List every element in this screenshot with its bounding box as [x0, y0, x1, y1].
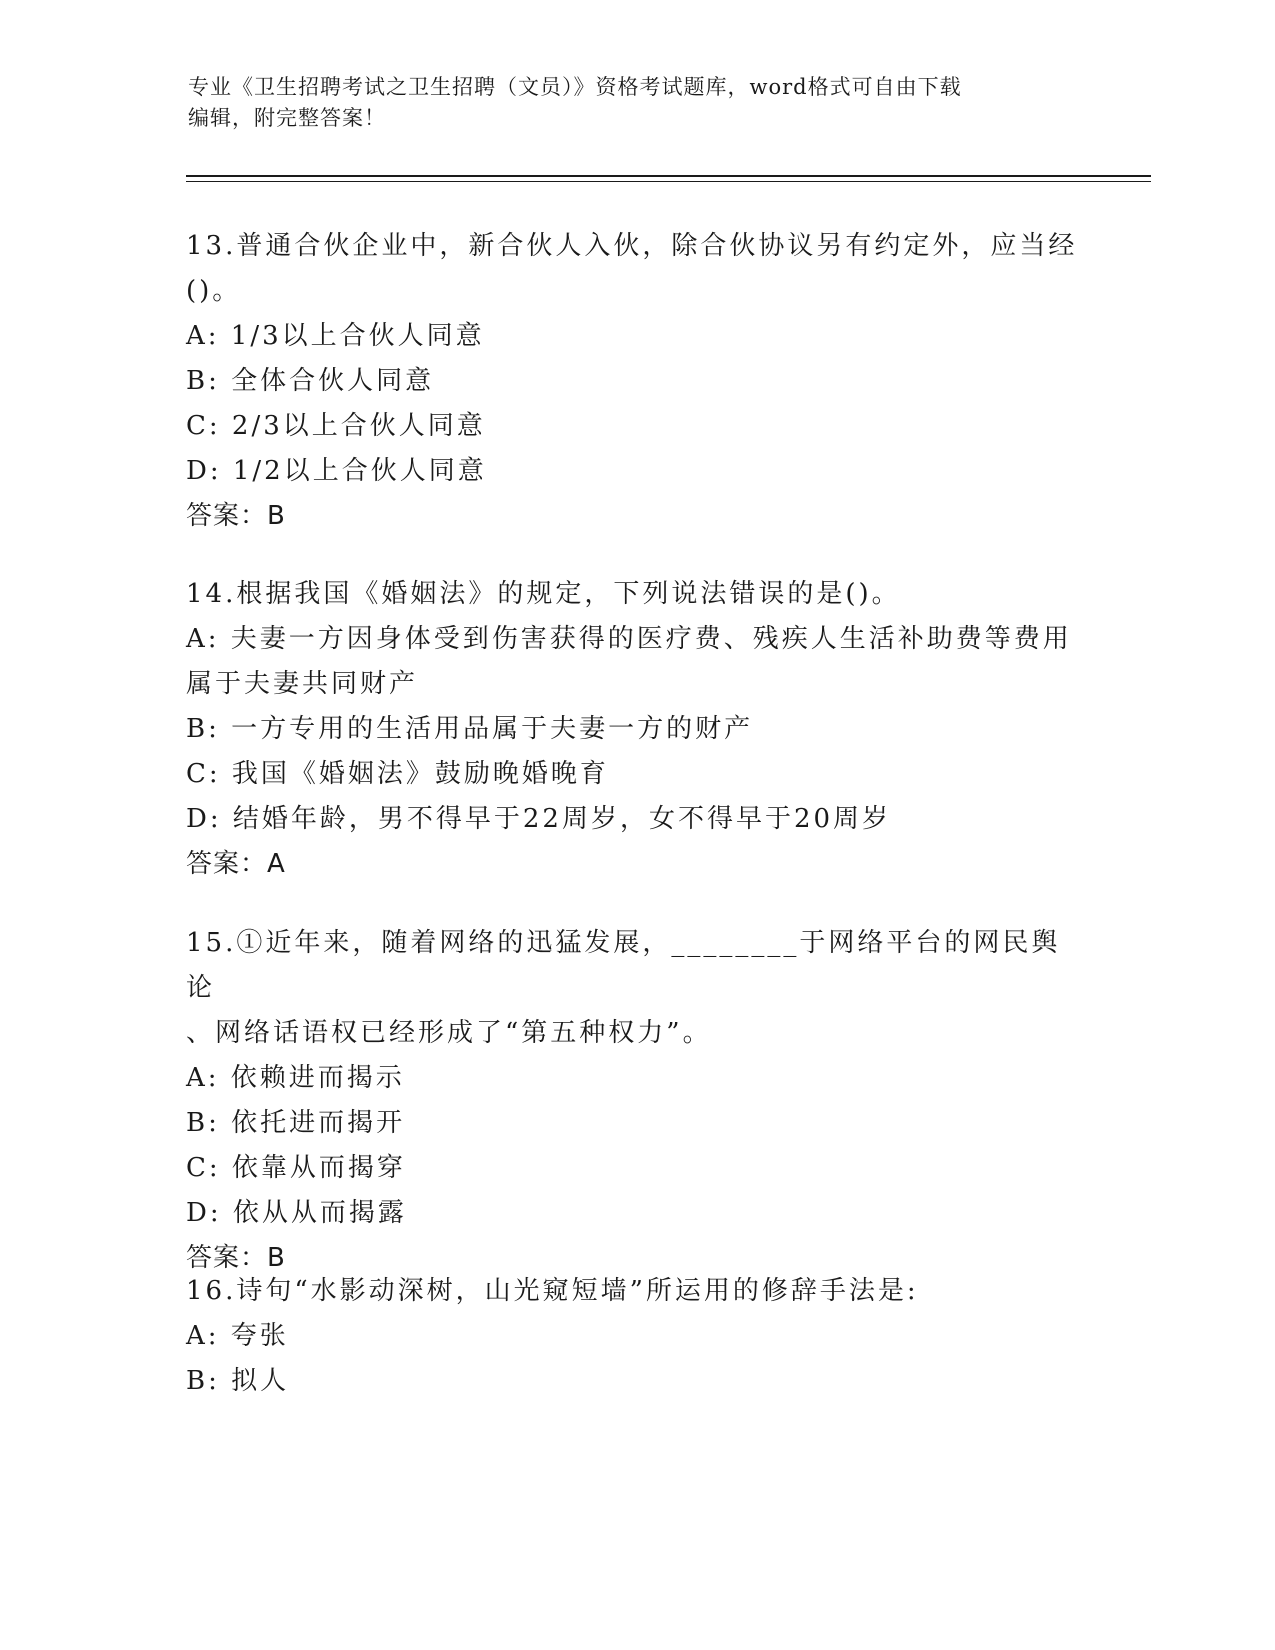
- answer: 答案：B: [186, 1243, 286, 1273]
- question-stem: 、网络话语权已经形成了“第五种权力”。: [186, 1018, 712, 1048]
- option-b: B: 全体合伙人同意: [186, 366, 435, 396]
- option-a: A: 1/3以上合伙人同意: [186, 321, 485, 351]
- option-b: B: 依托进而揭开: [186, 1108, 406, 1138]
- option-a: A: 夸张: [186, 1321, 289, 1351]
- header-line: 专业《卫生招聘考试之卫生招聘（文员）》资格考试题库，word格式可自由下载: [188, 75, 962, 99]
- document-header: [188, 72, 1088, 134]
- header-divider: [186, 175, 1151, 177]
- option-c: C: 依靠从而揭穿: [186, 1153, 406, 1183]
- question-14: [186, 572, 1086, 887]
- option-a: A: 依赖进而揭示: [186, 1063, 405, 1093]
- option-a-continued: 属于夫妻共同财产: [186, 669, 419, 699]
- option-c: C: 我国《婚姻法》鼓励晚婚晚育: [186, 759, 609, 789]
- question-stem: 15.①近年来，随着网络的迅猛发展，________于网络平台的网民舆论: [186, 928, 1061, 1003]
- question-15: [186, 921, 1086, 1281]
- option-b: B: 拟人: [186, 1366, 290, 1396]
- option-d: D: 结婚年龄，男不得早于22周岁，女不得早于20周岁: [186, 804, 892, 834]
- question-16: [186, 1269, 1086, 1404]
- question-13: [186, 224, 1086, 539]
- answer: 答案：B: [186, 501, 286, 531]
- option-d: D: 1/2以上合伙人同意: [186, 456, 487, 486]
- option-a: A: 夫妻一方因身体受到伤害获得的医疗费、残疾人生活补助费等费用: [186, 624, 1072, 654]
- option-d: D: 依从从而揭露: [186, 1198, 407, 1228]
- question-stem: 13.普通合伙企业中，新合伙人入伙，除合伙协议另有约定外，应当经: [186, 231, 1078, 261]
- question-stem: ()。: [186, 276, 242, 306]
- header-divider: [186, 181, 1151, 182]
- option-c: C: 2/3以上合伙人同意: [186, 411, 486, 441]
- question-stem: 16.诗句“水影动深树，山光窥短墙”所运用的修辞手法是:: [186, 1276, 919, 1306]
- option-b: B: 一方专用的生活用品属于夫妻一方的财产: [186, 714, 754, 744]
- question-stem: 14.根据我国《婚姻法》的规定，下列说法错误的是()。: [186, 579, 901, 609]
- answer: 答案：A: [186, 849, 286, 879]
- header-line: 编辑，附完整答案！: [188, 106, 386, 130]
